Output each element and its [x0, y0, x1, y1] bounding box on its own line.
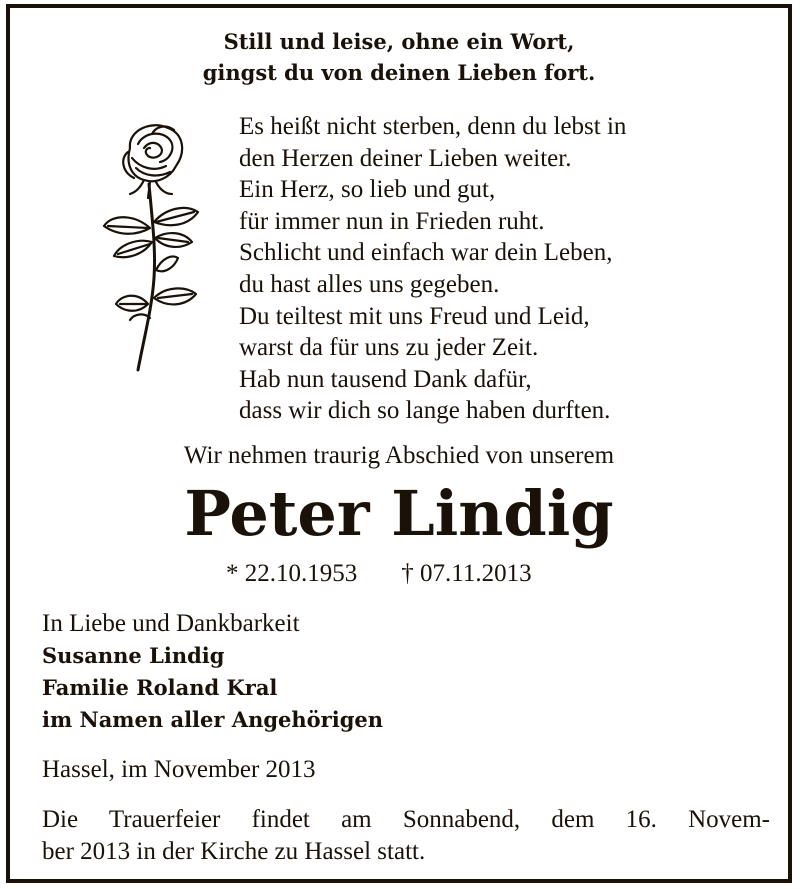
- poem-line: Ein Herz, so lieb und gut,: [239, 176, 496, 204]
- farewell-intro: Wir nehmen traurig Abschied von unserem: [183, 442, 615, 469]
- mourner-name: Familie Roland Kral: [42, 675, 278, 700]
- headline-line-2: gingst du von deinen Lieben fort.: [202, 60, 596, 85]
- obituary-notice: [6, 4, 792, 883]
- place-and-date: Hassel, im November 2013: [42, 756, 316, 783]
- poem-line: dass wir dich so lange haben durften.: [239, 397, 611, 425]
- mourner-name: im Namen aller Angehörigen: [42, 707, 384, 732]
- birth-date: * 22.10.1953: [226, 560, 358, 587]
- mourners: [42, 608, 383, 736]
- life-dates: [226, 560, 532, 588]
- poem-line: du hast alles uns gegeben.: [239, 270, 500, 298]
- poem-line: Schlicht und einfach war dein Leben,: [239, 239, 613, 267]
- poem: [239, 111, 626, 427]
- funeral-line-1: Die Trauerfeier findet am Sonnabend, dem 16. Novem-: [42, 806, 770, 833]
- mourner-name: Susanne Lindig: [42, 643, 225, 668]
- headline-verse: [10, 26, 788, 88]
- poem-line: Du teiltest mit uns Freud und Leid,: [239, 302, 590, 330]
- rose-icon: [100, 118, 212, 378]
- poem-line: Es heißt nicht sterben, denn du lebst in: [239, 113, 627, 140]
- funeral-line-2: ber 2013 in der Kirche zu Hassel statt.: [42, 838, 426, 865]
- poem-line: warst da für uns zu jeder Zeit.: [239, 334, 539, 362]
- mourners-lead: In Liebe und Dankbarkeit: [42, 610, 300, 637]
- poem-line: den Herzen deiner Lieben weiter.: [239, 144, 572, 172]
- poem-line: Hab nun tausend Dank dafür,: [239, 365, 532, 393]
- funeral-info: [42, 804, 770, 868]
- death-date: † 07.11.2013: [401, 560, 532, 587]
- headline-line-1: Still und leise, ohne ein Wort,: [223, 29, 575, 54]
- deceased-name: Peter Lindig: [184, 477, 614, 550]
- poem-line: für immer nun in Frieden ruht.: [239, 207, 545, 235]
